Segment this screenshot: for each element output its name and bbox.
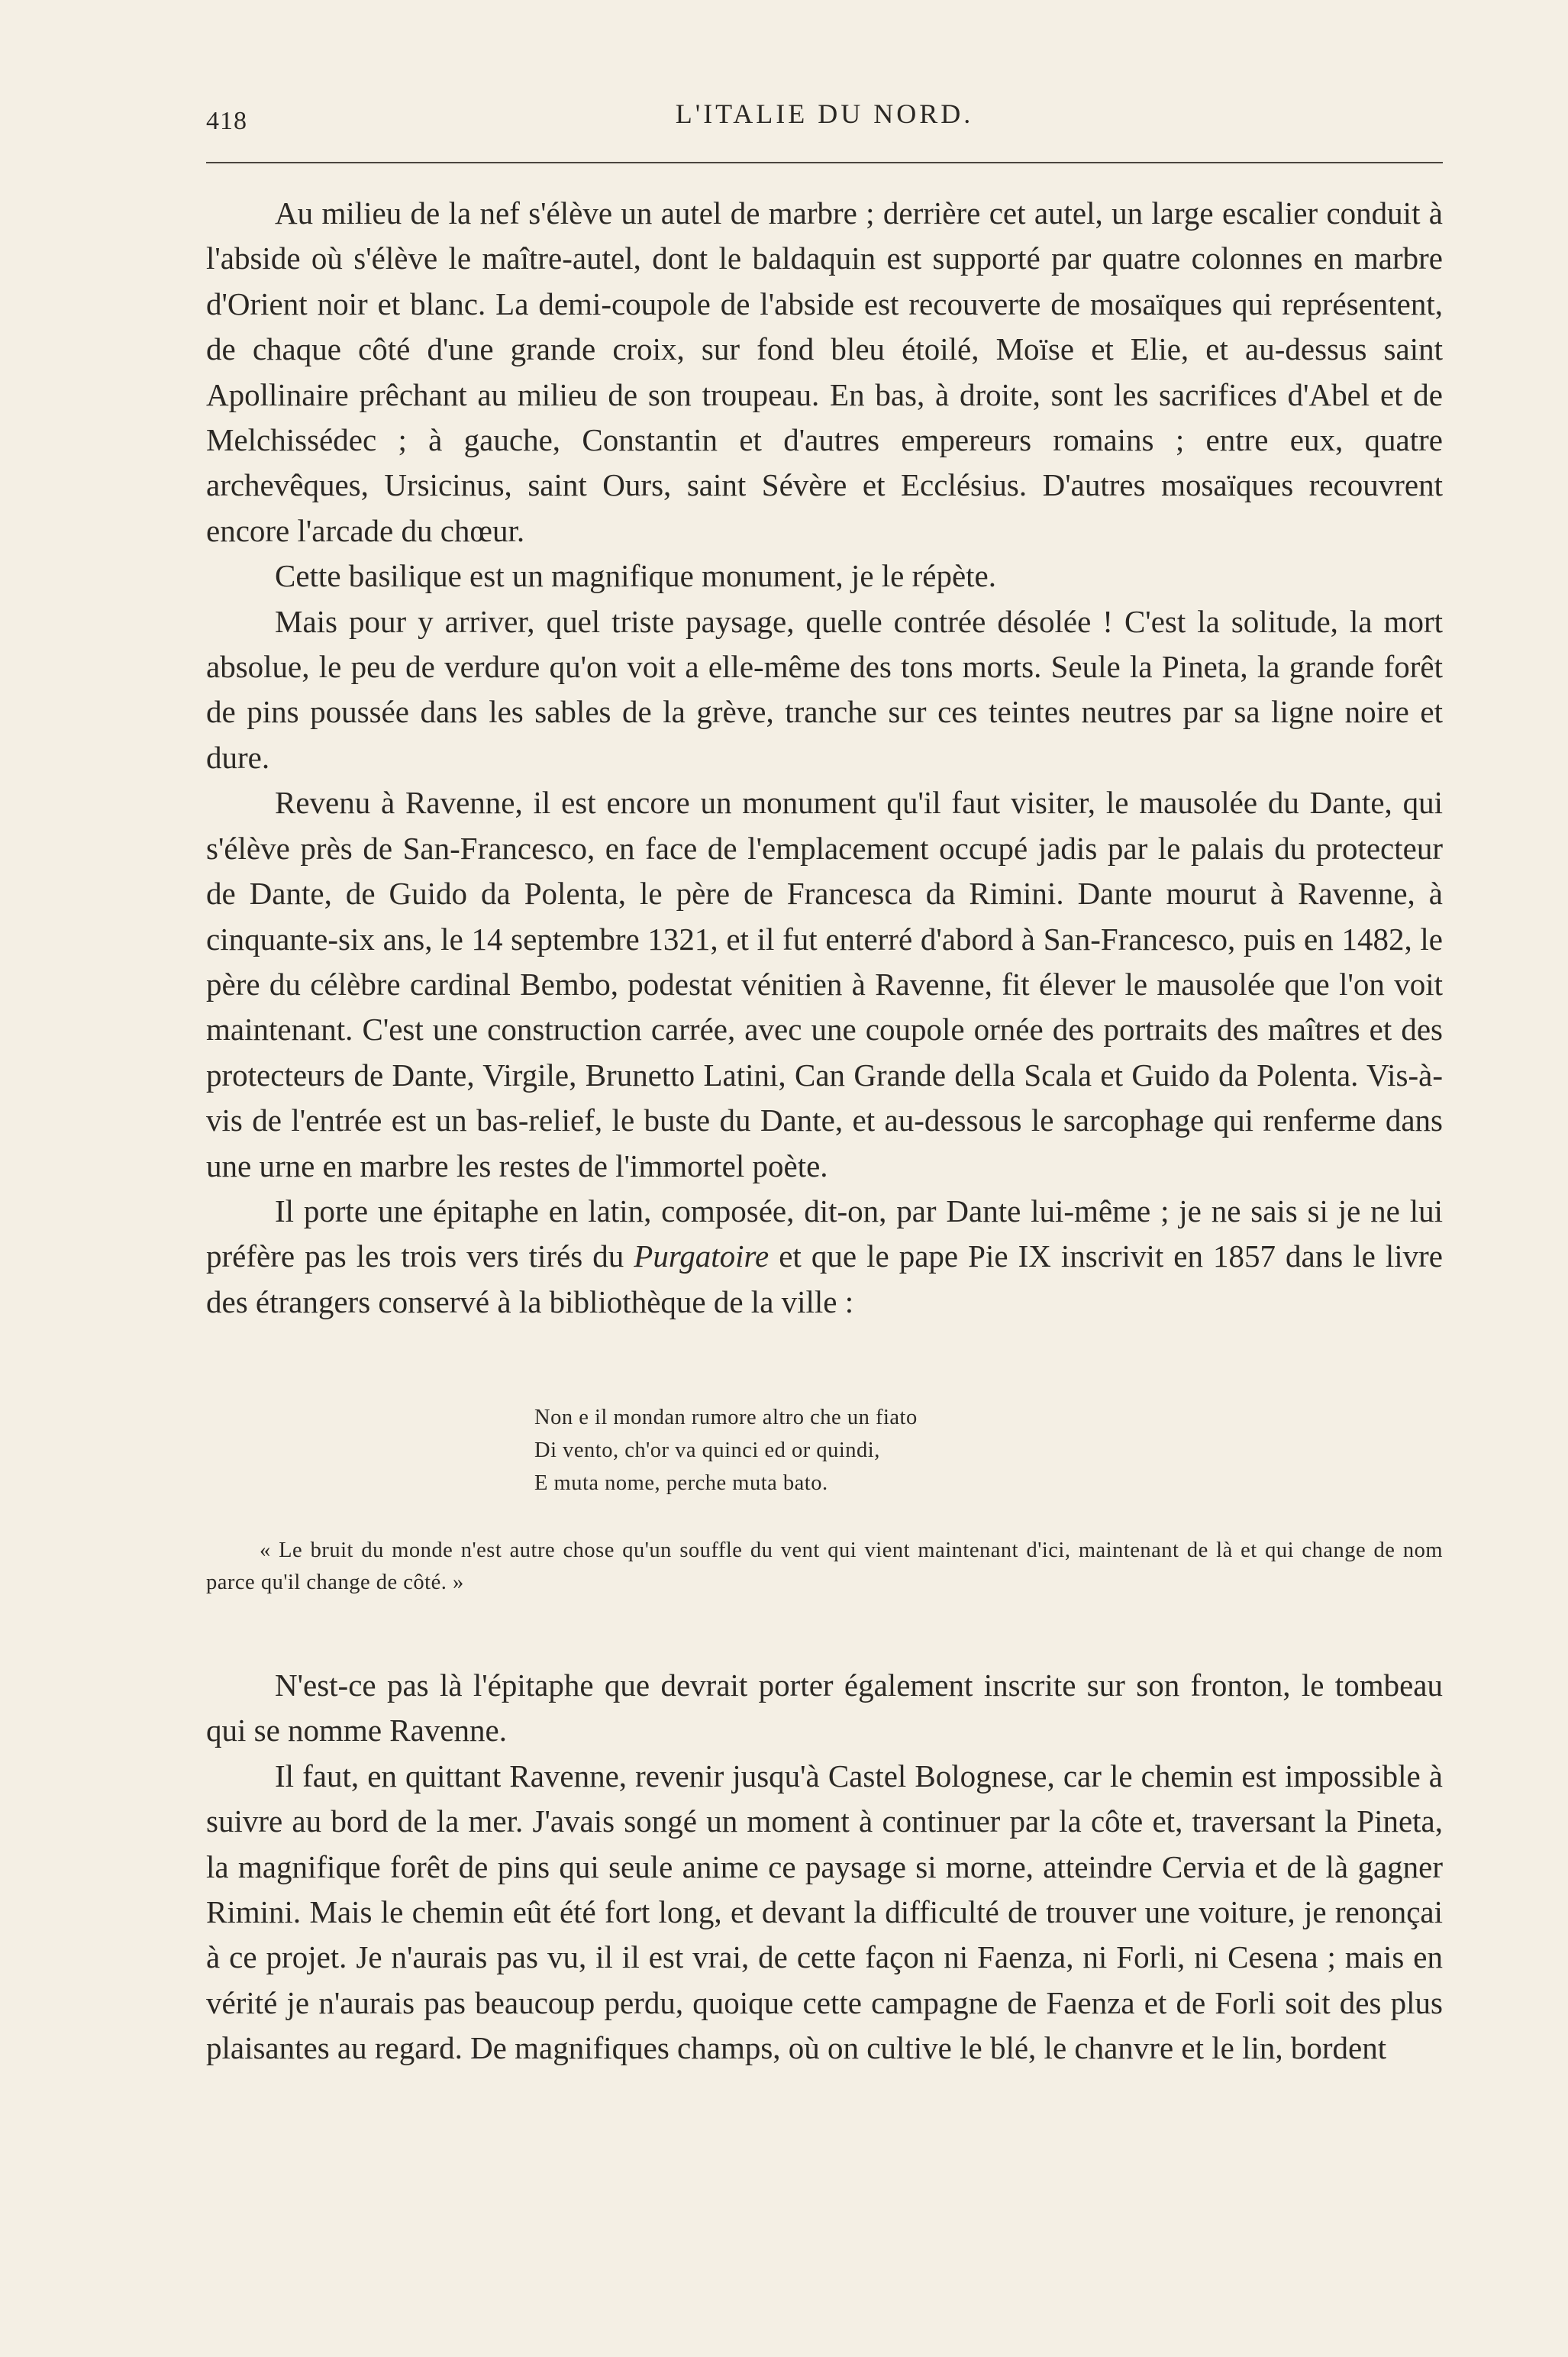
running-title: L'ITALIE DU NORD.: [675, 98, 974, 129]
verse-line: Di vento, ch'or va quinci ed or quindi,: [534, 1438, 880, 1462]
paragraph-mausolee: Revenu à Ravenne, il est encore un monument qu'il faut visiter, le mausolée du Dante, qui s'élève près de San-Francesco, en face de l'emplacement occupé jadis par le palais du protecteur de Dante, de Guido da Polenta, le père de Francesca da Rimini. Dante mourut à Ravenne, à cinquante-six ans, le 14 septembre 1321, et il fut enterré d'abord à San-Francesco, puis en 1482, le père du célèbre cardinal Bembo, podestat vénitien à Ravenne, fit élever le mausolée que l'on voit maintenant. C'est une construction carrée, avec une coupole ornée des portraits des maîtres et des protecteurs de Dante, Virgile, Brunetto Latini, Can Grande della Scala et Guido da Polenta. Vis-à-vis de l'entrée est un bas-relief, le buste du Dante, et au-dessous le sarcophage qui renferme dans une urne en marbre les restes de l'immortel poète.: [206, 785, 1443, 1183]
body-text-continued: [206, 1663, 1443, 2071]
epitaph-text-before: Il porte une épitaphe en latin, composée, dit-on, par Dante lui-même ; je ne sais si je ne lui préfère pas les trois vers tirés du: [206, 1193, 1443, 1274]
paragraph-paysage: Mais pour y arriver, quel triste paysage, quelle contrée désolée ! C'est la solitude, la mort absolue, le peu de verdure qu'on voit a elle-même des tons morts. Seule la Pineta, la grande forêt de pins poussée dans les sables de la grève, tranche sur ces teintes neutres par sa ligne noire et dure.: [206, 603, 1443, 775]
page-number: 418: [206, 107, 247, 135]
paragraph-fronton: N'est-ce pas là l'épitaphe que devrait porter également inscrite sur son fronton, le tombeau qui se nomme Ravenne.: [206, 1668, 1443, 1748]
verse-quotation: [534, 1401, 1145, 1500]
body-text: [206, 191, 1443, 1325]
paragraph-epitaphe: [206, 1189, 1443, 1325]
epitaph-text-after: et que le pape Pie IX inscrivit en 1857 dans le livre des étrangers conservé à la bibliothèque de la ville :: [206, 1238, 1443, 1319]
verse-translation: « Le bruit du monde n'est autre chose qu'un souffle du vent qui vient maintenant d'ici, maintenant de là et qui change de nom parce qu'il change de côté. »: [206, 1539, 1443, 1594]
paragraph-chemin: Il faut, en quittant Ravenne, revenir jusqu'à Castel Bolognese, car le chemin est impossible à suivre au bord de la mer. J'avais songé un moment à continuer par la côte et, traversant la Pineta, la magnifique forêt de pins qui seule anime ce paysage si morne, atteindre Cervia et de là gagner Rimini. Mais le chemin eût été fort long, et devant la difficulté de trouver une voiture, je renonçai à ce projet. Je n'aurais pas vu, il il est vrai, de cette façon ni Faenza, ni Forli, ni Cesena ; mais en vérité je n'aurais pas beaucoup perdu, quoique cette campagne de Faenza et de Forli soit des plus plaisantes au regard. De magnifiques champs, où on cultive le blé, le chanvre et le lin, bordent: [206, 1758, 1443, 2066]
header-rule: [206, 162, 1443, 163]
purgatoire-title: Purgatoire: [634, 1238, 769, 1274]
page-header: [206, 93, 1443, 139]
paragraph-nef: Au milieu de la nef s'élève un autel de marbre ; derrière cet autel, un large escalier conduit à l'abside où s'élève le maître-autel, dont le baldaquin est supporté par quatre colonnes en marbre d'Orient noir et blanc. La demi-coupole de l'abside est recouverte de mosaïques qui représentent, de chaque côté d'une grande croix, sur fond bleu étoilé, Moïse et Elie, et au-dessus saint Apollinaire prêchant au milieu de son troupeau. En bas, à droite, sont les sacrifices d'Abel et de Melchissédec ; à gauche, Constantin et d'autres empereurs romains ; entre eux, quatre archevêques, Ursicinus, saint Ours, saint Sévère et Ecclésius. D'autres mosaïques recouvrent encore l'arcade du chœur.: [206, 195, 1443, 548]
paragraph-basilique: Cette basilique est un magnifique monument, je le répète.: [275, 558, 997, 594]
verse-line: Non e il mondan rumore altro che un fiato: [534, 1406, 918, 1429]
verse-line: E muta nome, perche muta bato.: [534, 1471, 828, 1495]
